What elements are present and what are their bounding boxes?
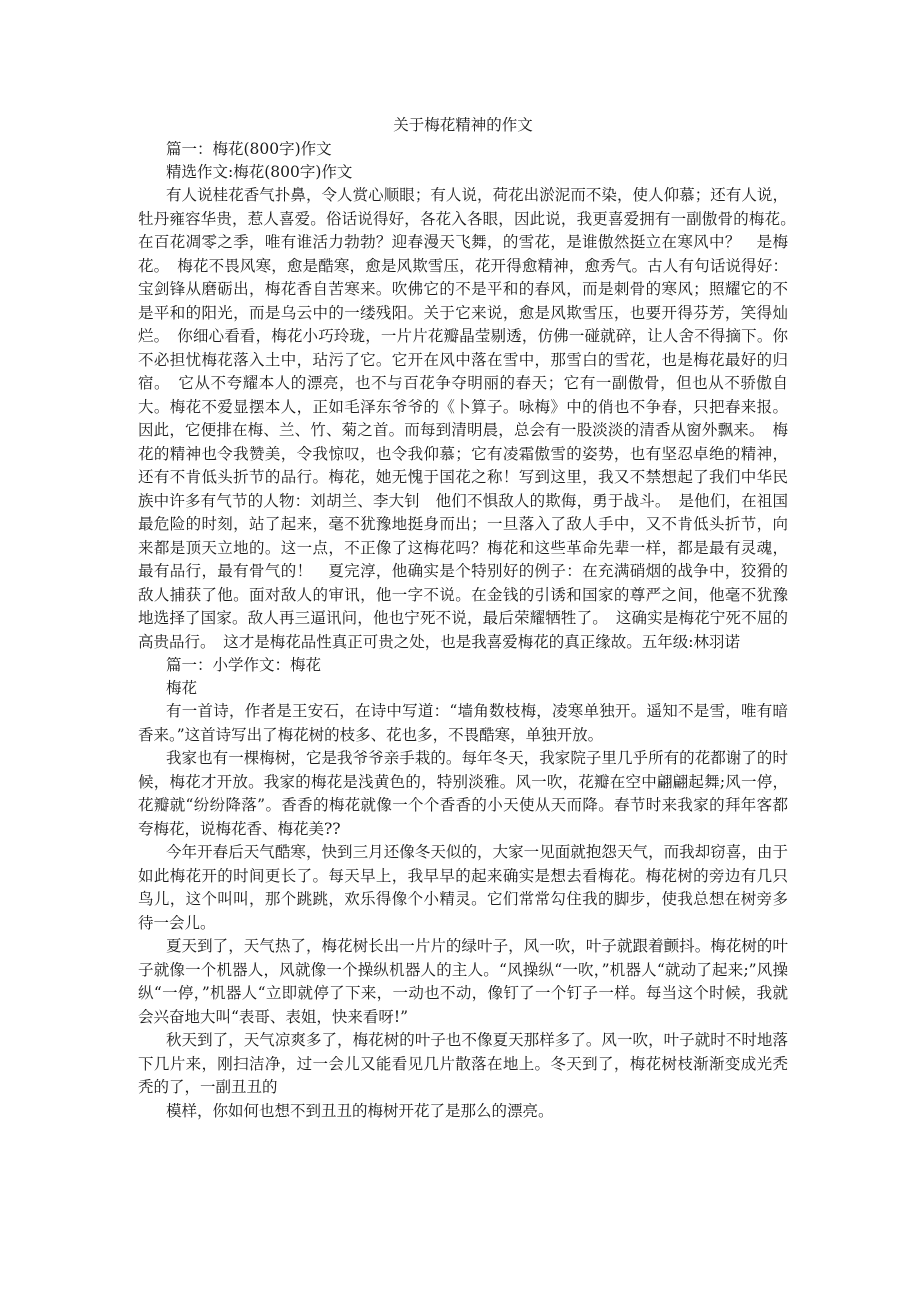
document-title: 关于梅花精神的作文	[393, 116, 533, 134]
section1-body: 有人说桂花香气扑鼻，令人赏心顺眼；有人说，荷花出淤泥而不染，使人仰慕；还有人说，牡丹雍容华贵，惹人喜爱。俗话说得好，各花入各眼，因此说，我更喜爱拥有一副傲骨的梅花。 在百花凋零之季，唯有谁活力勃勃？迎春漫天飞舞，的雪花，是谁傲然挺立在寒风中？ 是梅花。 梅花不畏风寒，愈是酷寒，愈是风欺雪压，花开得愈精神，愈秀气。古人有句话说得好：宝剑锋从磨砺出，梅花香自苦寒来。吹佛它的不是平和的春风，而是刺骨的寒风；照耀它的不是平和的阳光，而是乌云中的一缕残阳。关于它来说，愈是风欺雪压，也要开得芬芳，笑得灿烂。 你细心看看，梅花小巧玲珑，一片片花瓣晶莹剔透，仿佛一碰就碎，让人舍不得摘下。你不必担忧梅花落入土中，玷污了它。它开在风中落在雪中，那雪白的雪花，也是梅花最好的归宿。 它从不夸耀本人的漂亮，也不与百花争夺明丽的春天；它有一副傲骨，但也从不骄傲自大。梅花不爱显摆本人，正如毛泽东爷爷的《卜算子。咏梅》中的俏也不争春，只把春来报。因此，它便排在梅、兰、竹、菊之首。而每到清明晨，总会有一股淡淡的清香从窗外飘来。 梅花的精神也令我赞美，令我惊叹，也令我仰慕；它有凌霜傲雪的姿势，也有坚忍卓绝的精神，还有不肯低头折节的品行。梅花，她无愧于国花之称！写到这里，我又不禁想起了我们中华民族中许多有气节的人物：刘胡兰、李大钊 他们不惧敌人的欺侮，勇于战斗。 是他们，在祖国最危险的时刻，站了起来，毫不犹豫地挺身而出；一旦落入了敌人手中，又不肯低头折节，向来都是顶天立地的。这一点，不正像了这梅花吗？梅花和这些革命先辈一样，都是最有灵魂，最有品行，最有骨气的！ 夏完淳，他确实是个特别好的例子：在充满硝烟的战争中，狡猾的敌人捕获了他。面对敌人的审讯，他一字不说。在金钱的引诱和国家的尊严之间，他毫不犹豫地选择了国家。敌人再三逼讯问，他也宁死不说，最后荣耀牺牲了。 这确实是梅花宁死不屈的高贵品行。 这才是梅花品性真正可贵之处，也是我喜爱梅花的真正缘故。五年级:林羽诺	[138, 186, 804, 651]
section1-subheading: 精选作文:梅花(800字)作文	[166, 163, 353, 181]
section2-paragraph: 模样，你如何也想不到丑丑的梅树开花了是那么的漂亮。	[166, 1101, 554, 1120]
section2-paragraph: 今年开春后天气酷寒，快到三月还像冬天似的，大家一见面就抱怨天气，而我却窃喜，由于如此梅花开的时间更长了。每天早上，我早早的起来确实是想去看梅花。梅花树的旁边有几只鸟儿，这个叫叫，那个跳跳，欢乐得像个小精灵。它们常常勾住我的脚步，使我总想在树旁多待一会儿。	[138, 843, 788, 932]
document-content	[138, 112, 804, 1123]
section2-heading: 篇一：小学作文：梅花	[166, 656, 322, 674]
section2-paragraph: 夏天到了，天气热了，梅花树长出一片片的绿叶子，风一吹，叶子就跟着颤抖。梅花树的叶子就像一个机器人，风就像一个操纵机器人的主人。“风操纵“一吹，”机器人“就动了起来;”风操纵“一停，”机器人“立即就停了下来，一动也不动，像钉了一个钉子一样。每当这个时候，我就会兴奋地大叫“表哥、表姐，快来看呀!”	[138, 937, 788, 1026]
section2-paragraph: 有一首诗，作者是王安石，在诗中写道：“墙角数枝梅，凌寒单独开。遥知不是雪，唯有暗香来。”这首诗写出了梅花树的枝多、花也多，不畏酷寒，单独开放。	[138, 702, 788, 744]
section1-heading: 篇一：梅花(800字)作文	[166, 140, 332, 158]
section2-paragraph: 我家也有一棵梅树，它是我爷爷亲手栽的。每年冬天，我家院子里几乎所有的花都谢了的时候，梅花才开放。我家的梅花是浅黄色的，特别淡雅。风一吹，花瓣在空中翩翩起舞;风一停，花瓣就“纷纷降落”。香香的梅花就像一个个香香的小天使从天而降。春节时来我家的拜年客都夸梅花，说梅花香、梅花美??	[138, 749, 788, 838]
section2-paragraph: 秋天到了，天气凉爽多了，梅花树的叶子也不像夏天那样多了。风一吹，叶子就时不时地落下几片来，刚扫洁净，过一会儿又能看见几片散落在地上。冬天到了，梅花树枝渐渐变成光秃秃的了，一副丑丑的	[138, 1031, 788, 1096]
section2-subheading: 梅花	[166, 679, 198, 697]
